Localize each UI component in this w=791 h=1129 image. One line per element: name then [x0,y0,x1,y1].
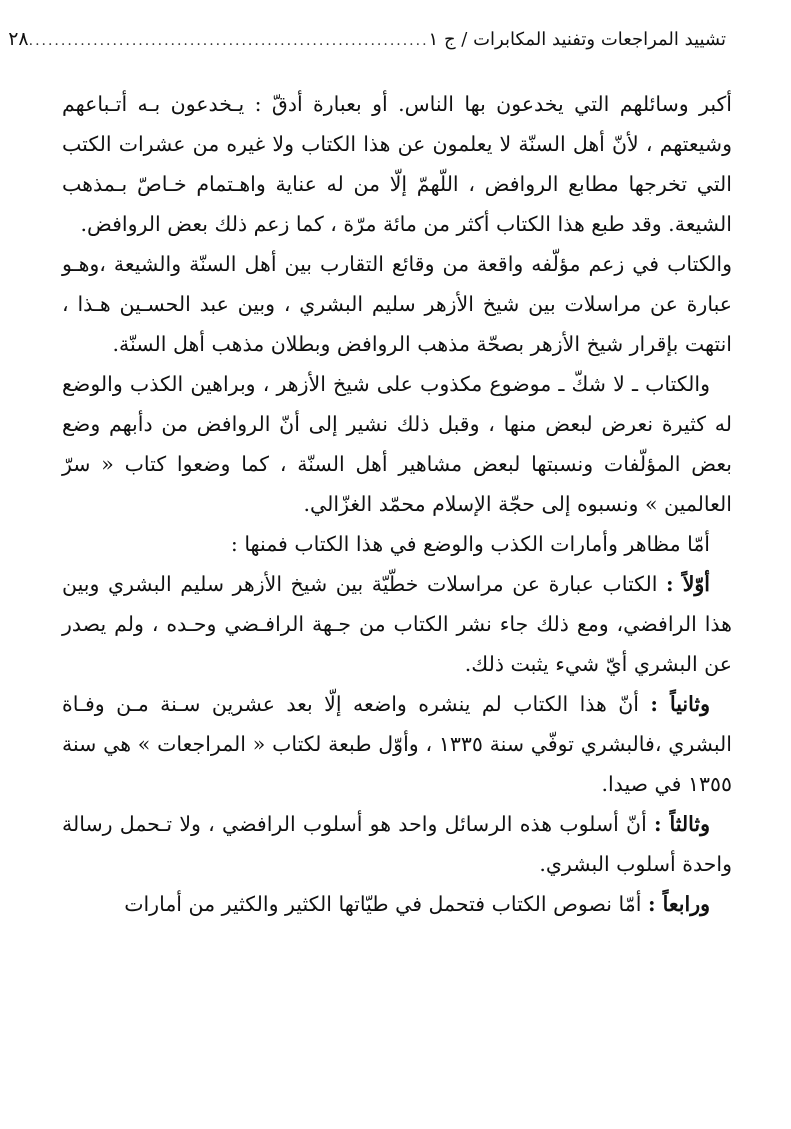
paragraph-text: أمّا مظاهر وأمارات الكذب والوضع في هذا الكتاب فمنها : [230,532,710,556]
paragraph-third-point [62,804,732,884]
body-text [62,84,732,924]
point-lead: ورابعاً : [647,892,710,916]
leader-dots: .............................................................. [28,33,429,49]
paragraph-text: والكتاب ـ لا شكّ ـ موضوع مكذوب على شيخ الأزهر ، وبراهين الكذب والوضع له كثيرة نعرض لبعض منها ، وقبل ذلك نشير إلى أنّ الروافض من دأبهم وضع بعض المؤلّفات ونسبتها لبعض مشاهير أهل السنّة ، كما وضعوا كتاب « سرّ العالمين » ونسبوه إلى حجّة الإسلام محمّد الغزّالي. [62,372,732,516]
paragraph-3 [62,364,732,524]
page-number: ٢٨ [8,28,29,50]
paragraph-text: أكبر وسائلهم التي يخدعون بها الناس. أو بعبارة أدقّ : يـخدعون بـه أتـباعهم وشيعتهم ، لأنّ أهل السنّة لا يعلمون عن هذا الكتاب ولا غيره من عشرات الكتب التي تخرجها مطابع الروافض ، اللّهمّ إلّا من له عناية واهـتمام خـاصّ بـمذهب الشيعة. وقد طبع هذا الكتاب أكثر من مائة مرّة ، كما زعم ذلك بعض الروافض. [62,92,732,236]
document-page [8,28,732,924]
paragraph-text: الكتاب عبارة عن مراسلات خطّيّة بين شيخ الأزهر سليم البشري وبين هذا الرافضي، ومع ذلك جاء نشر الكتاب من جـهة الرافـضي وحـده ، ولم يصدر عن البشري أيّ شيء يثبت ذلك. [62,572,732,676]
running-head [8,28,732,62]
paragraph-text: أمّا نصوص الكتاب فتحمل في طيّاتها الكثير والكثير من أمارات [124,892,648,916]
point-lead: أوّلاً : [665,572,710,596]
paragraph-text: والكتاب في زعم مؤلّفه واقعة من وقائع التقارب بين أهل السنّة والشيعة ،وهـو عبارة عن مراسلات بين شيخ الأزهر سليم البشري ، وبين عبد الحسـين هـذا ، انتهت بإقرار شيخ الأزهر بصحّة مذهب الروافض وبطلان مذهب أهل السنّة. [62,252,732,356]
paragraph-first-point [62,564,732,684]
paragraph-2 [62,244,732,364]
point-lead: وثانياً : [650,692,710,716]
paragraph-1 [62,84,732,244]
running-title: تشييد المراجعات وتفنيد المكابرات / ج ١ [428,29,726,50]
paragraph-text: أنّ هذا الكتاب لم ينشره واضعه إلّا بعد عشرين سـنة مـن وفـاة البشري ،فالبشري توفّي سنة ١٣٣٥ ، وأوّل طبعة لكتاب « المراجعات » هي سنة ١٣٥٥ في صيدا. [62,692,732,796]
paragraph-4 [62,524,732,564]
paragraph-text: أنّ أسلوب هذه الرسائل واحد هو أسلوب الرافضي ، ولا تـحمل رسالة واحدة أسلوب البشري. [62,812,732,876]
paragraph-fourth-point [62,884,732,924]
point-lead: وثالثاً : [654,812,711,836]
paragraph-second-point [62,684,732,804]
